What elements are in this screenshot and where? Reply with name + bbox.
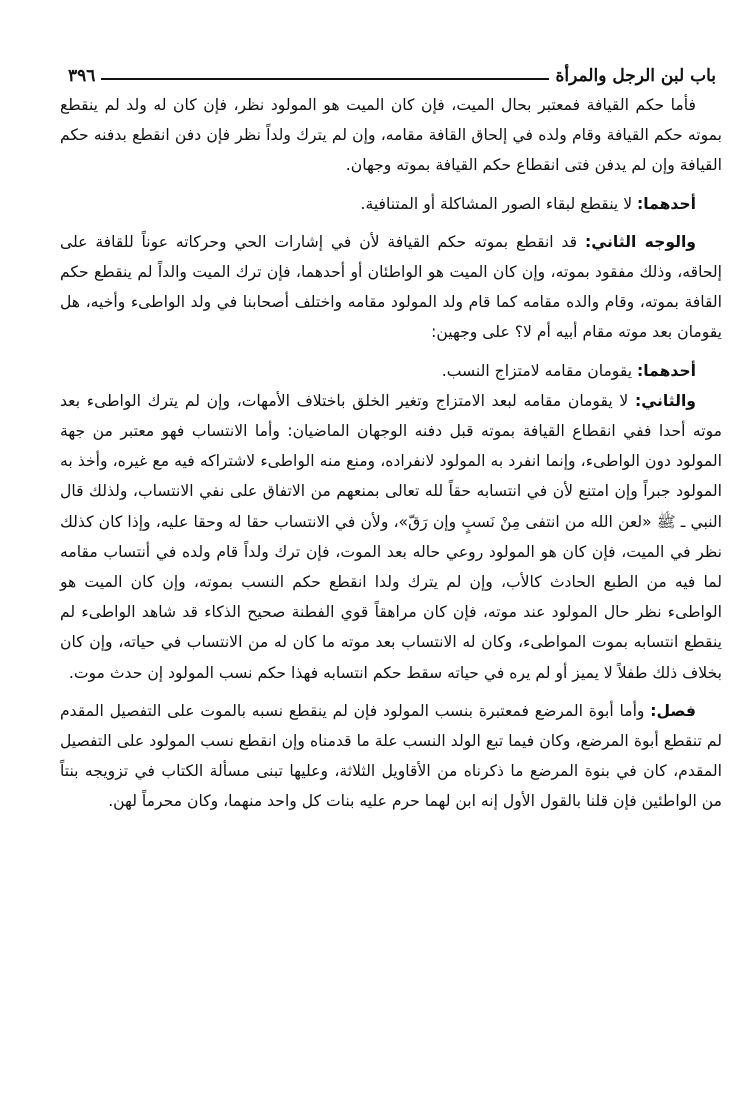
paragraph-lead: أحدهما: <box>637 361 696 380</box>
paragraph-lead: أحدهما: <box>637 194 696 213</box>
paragraph <box>60 189 722 219</box>
page-header <box>60 58 722 88</box>
paragraph-gap <box>60 181 722 189</box>
paragraph <box>60 386 722 688</box>
paragraph <box>60 90 722 181</box>
page-body <box>60 90 722 817</box>
paragraph-gap <box>60 219 722 227</box>
paragraph-text: قد انقطع بموته حكم القيافة لأن في إشارات الحي وحركاته عوناً للقافة على إلحاقه، وذلك مفقود بموته، وإن كان الميت هو الواطئان أو أحدهما، فإن ترك الميت والداً لم ينقطع حكم القافة بموته، وقام والده مقامه كما قام ولد المولود مقامه واختلف أصحابنا في ولد الواطىء وأخيه، هل يقومان بعد موته مقام أبيه أم لا؟ على وجهين: <box>60 232 722 342</box>
paragraph <box>60 356 722 386</box>
paragraph <box>60 227 722 348</box>
paragraph-text: لا يقومان مقامه لبعد الامتزاج وتغير الخلق باختلاف الأمهات، وإن لم يترك الواطىء بعد موته أحدا ففي انقطاع القيافة بموته قبل دفنه الوجهان الماضيان: وأما الانتساب فهو معتبر من جهة المولود دون الواطىء، وإنما انفرد به المولود لانفراده، ومنع منه الواطىء لاشتراكه فيه مع غيره، وأخذ به المولود جبراً وإن امتنع لأن في انتسابه حقاً لله تعالى بمنعهم من الاتفاق على نفي الانتساب، ولذلك قال النبي ـ ﷺ «لعن الله من انتفى مِنْ نَسبٍ وإن رَقّ»، ولأن في الانتساب حقا له وحقا عليه، وإذا كان كذلك نظر في الميت، فإن كان هو المولود روعي حاله بعد الموت، فإن ترك ولداً قام ولده في أنتساب مقامه لما فيه من الطبع الحادث كالأب، وإن لم يترك ولدا انقطع حكم النسب بموته، وإن كان الميت هو الواطىء نظر حال المولود عند موته، فإن كان مراهقاً قوي الفطنة صحيح الذكاء قد شاهد الواطىء لم ينقطع انتسابه بموت المواطىء، وكان له الانتساب بعد موته ما كان له من الانتساب في حياته، وإن كان بخلاف ذلك طفلاً لا يميز أو لم يره في حياته سقط حكم انتسابه فهذا حكم نسب المولود إن حدث موت. <box>60 391 722 682</box>
paragraph-text: لا ينقطع لبقاء الصور المشاكلة أو المتنافية. <box>360 194 638 213</box>
paragraph-lead: فصل: <box>650 701 696 720</box>
page-number: ٣٩٦ <box>68 66 96 86</box>
paragraph-text: وأما أبوة المرضع فمعتبرة بنسب المولود فإن لم ينقطع نسبه بالموت على التفصيل المقدم لم تنقطع أبوة المرضع، وكان فيما تبع الولد النسب علة ما قدمناه وإن انقطع نسب المولود على التفصيل المقدم، كان في بنوة المرضع ما ذكرناه من الأقاويل الثلاثة، وعليها تبنى مسألة الكتاب في تزويجه بنتاً من الواطئين فإن قلنا بالقول الأول إنه ابن لهما حرم عليه بنات كل واحد منهما، وكان محرماً لهن. <box>60 701 722 811</box>
paragraph-lead: والوجه الثاني: <box>585 232 696 251</box>
header-rule <box>101 78 549 80</box>
paragraph <box>60 696 722 817</box>
paragraph-text: يقومان مقامه لامتزاج النسب. <box>441 361 638 380</box>
paragraph-lead: والثاني: <box>635 391 696 410</box>
running-title: باب لبن الرجل والمرأة <box>555 66 716 86</box>
paragraph-text: فأما حكم القيافة فمعتبر بحال الميت، فإن كان الميت هو المولود نظر، فإن كان له ولد لم ينقطع بموته حكم القيافة وقام ولده في إلحاق القافة مقامه، وإن لم يترك ولداً نظر فإن دفن انقطع بدفنه حكم القيافة وإن لم يدفن فتى انقطاع حكم القيافة بموته وجهان. <box>60 96 722 175</box>
paragraph-gap <box>60 348 722 356</box>
paragraph-gap <box>60 688 722 696</box>
